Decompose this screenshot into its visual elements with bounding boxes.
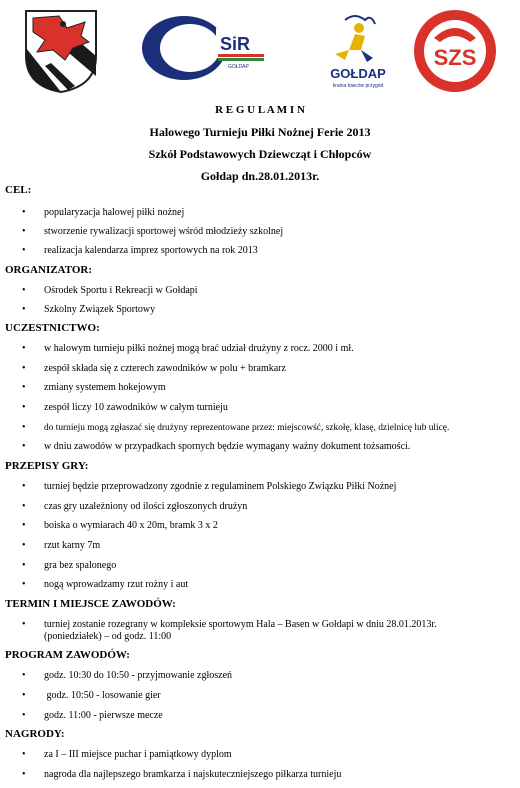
bullet-icon: • xyxy=(22,710,26,721)
sir-logo-text: SiR xyxy=(220,34,251,54)
szs-logo xyxy=(412,8,498,94)
goldap-logo xyxy=(315,10,401,92)
goldap-logo-subtext: kraina łowców przygód xyxy=(332,83,384,89)
bullet-icon: • xyxy=(22,343,26,354)
document-subtitle-3: Gołdap dn.28.01.2013r. xyxy=(200,169,320,183)
section-title-nagrody: NAGRODY: xyxy=(5,728,65,740)
bullet-icon: • xyxy=(22,422,26,433)
bullet-icon: • xyxy=(22,304,26,315)
section-title-organizator: ORGANIZATOR: xyxy=(5,264,92,276)
bullet-icon: • xyxy=(22,560,26,571)
logo-bar xyxy=(0,0,520,100)
bullet-icon: • xyxy=(22,769,26,780)
document-title: R E G U L A M I N xyxy=(215,104,305,116)
bullet-icon: • xyxy=(22,402,26,413)
bullet-icon: • xyxy=(22,540,26,551)
sir-logo-subtext: GOŁDAP xyxy=(228,64,249,70)
section-title-przepisy-gry: PRZEPISY GRY: xyxy=(5,460,89,472)
document-subtitle-2: Szkół Podstawowych Dziewcząt i Chłopców xyxy=(148,147,372,161)
section-title-program: PROGRAM ZAWODÓW: xyxy=(5,649,130,661)
bullet-icon: • xyxy=(22,749,26,760)
bullet-icon: • xyxy=(22,207,26,218)
bullet-icon: • xyxy=(22,579,26,590)
section-title-termin: TERMIN I MIEJSCE ZAWODÓW: xyxy=(5,598,176,610)
bullet-icon: • xyxy=(22,245,26,256)
bullet-icon: • xyxy=(22,690,26,701)
bullet-icon: • xyxy=(22,226,26,237)
document-subtitle-1: Halowego Turnieju Piłki Nożnej Ferie 2013 xyxy=(149,125,371,139)
bullet-icon: • xyxy=(22,670,26,681)
szs-logo-text: SZS xyxy=(433,45,477,70)
section-title-cel: CEL: xyxy=(5,184,32,196)
coat-of-arms-logo xyxy=(23,8,99,94)
bullet-icon: • xyxy=(22,501,26,512)
bullet-icon: • xyxy=(22,520,26,531)
bullet-icon: • xyxy=(22,285,26,296)
goldap-logo-text: GOŁDAP xyxy=(330,66,386,81)
bullet-icon: • xyxy=(22,382,26,393)
section-title-uczestnictwo: UCZESTNICTWO: xyxy=(5,322,100,334)
bullet-icon: • xyxy=(22,441,26,452)
bullet-icon: • xyxy=(22,363,26,374)
bullet-icon: • xyxy=(22,481,26,492)
bullet-icon: • xyxy=(22,619,26,630)
sir-logo xyxy=(140,14,268,82)
